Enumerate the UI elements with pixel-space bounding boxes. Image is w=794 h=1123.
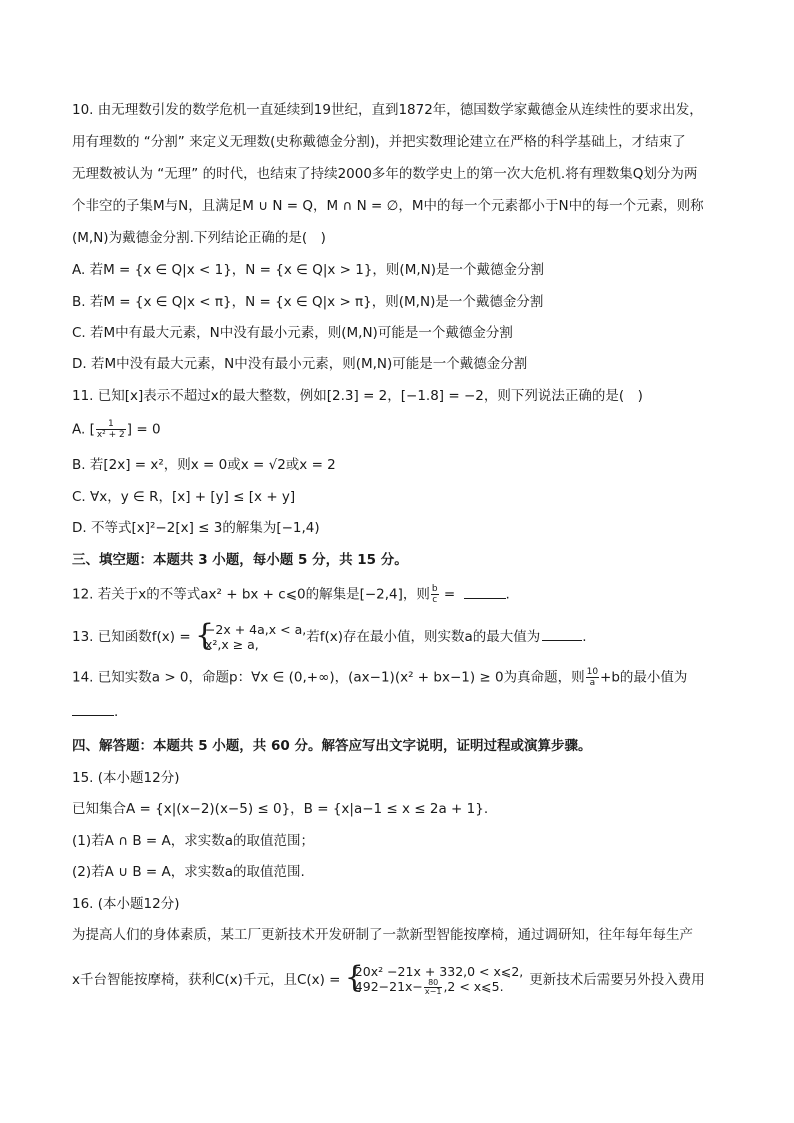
q14-line <box>72 667 687 688</box>
q13-case-2: x²,x ≥ a, <box>204 637 259 652</box>
q12-denominator: c <box>432 595 438 605</box>
q10-line-2: 用有理数的 “分割” 来定义无理数(史称戴德金分割)，并把实数理论建立在严格的科学基础上，才结束了 <box>72 134 686 150</box>
q14-prefix: 14. 已知实数a > 0，命题p：∀x ∈ (0,+∞)，(ax−1)(x² + bx−1) ≥ 0为真命题，则 <box>72 669 585 686</box>
q13-case-1: −2x + 4a,x < a, <box>204 622 307 637</box>
q14-answer-line: . <box>72 702 118 722</box>
q12-suffix: = <box>439 586 460 603</box>
q13-brace: { <box>194 618 215 653</box>
q13-prefix: 13. 已知函数f(x) = <box>72 629 195 645</box>
q16-line-1: 为提高人们的身体素质，某工厂更新技术开发研制了一款新型智能按摩椅，通过调研知，往年每年每生产 <box>72 927 693 943</box>
q11-stem: 11. 已知[x]表示不超过x的最大整数，例如[2.3] = 2，[−1.8] = −2，则下列说法正确的是( ) <box>72 388 643 404</box>
q16-case-2-denominator: x−1 <box>424 987 442 996</box>
q14-denominator: a <box>589 678 596 688</box>
q16-prefix: x千台智能按摩椅，获利C(x)千元，且C(x) = <box>72 972 345 988</box>
section-3-heading: 三、填空题：本题共 3 小题，每小题 5 分，共 15 分。 <box>72 552 408 568</box>
q16-case-2-suffix: ,2 < x⩽5. <box>443 979 504 994</box>
q16-suffix: 更新技术后需要另外投入费用 <box>529 972 705 988</box>
q12-prefix: 12. 若关于x的不等式ax² + bx + c⩽0的解集是[−2,4]，则 <box>72 586 430 603</box>
q16-case-2-fraction <box>424 979 443 996</box>
q12-numerator: b <box>431 584 438 594</box>
q16-title: 16. (本小题12分) <box>72 896 180 912</box>
q16-case-2-numerator: 80 <box>424 979 443 988</box>
section-4-heading: 四、解答题：本题共 5 小题，共 60 分。解答应写出文字说明，证明过程或演算步骤。 <box>72 738 592 754</box>
q11-option-b: B. 若[2x] = x²，则x = 0或x = √2或x = 2 <box>72 457 336 473</box>
q13-answer-blank[interactable] <box>542 640 582 641</box>
q15-part-1: (1)若A ∩ B = A，求实数a的取值范围； <box>72 833 314 849</box>
q16-case-1: 20x² −21x + 332,0 < x⩽2, <box>354 964 524 979</box>
q16-case-2 <box>355 979 524 996</box>
q10-option-b: B. 若M = {x ∈ Q|x < π}，N = {x ∈ Q|x > π}，则(M,N)是一个戴德金分割 <box>72 294 544 310</box>
q11-option-a-numerator: 1 <box>96 419 126 430</box>
q10-line-5: (M,N)为戴德金分割.下列结论正确的是( ) <box>72 230 326 246</box>
q10-line-4: 个非空的子集M与N，且满足M ∪ N = Q，M ∩ N = ∅，M中的每一个元素都小于N中的每一个元素，则称 <box>72 198 704 214</box>
q12-answer-blank[interactable] <box>464 598 506 599</box>
q11-option-a-denominator: x² + 2 <box>96 430 125 440</box>
q14-fraction <box>586 667 599 688</box>
q13-piecewise <box>194 618 307 653</box>
q13-line: 13. 已知函数f(x) = { −2x + 4a,x < a, x²,x ≥ a, 若f(x)存在最小值，则实数a的最大值为 . <box>72 618 587 653</box>
q11-option-c: C. ∀x，y ∈ R，[x] + [y] ≤ [x + y] <box>72 489 296 505</box>
q14-answer-blank[interactable] <box>72 715 114 716</box>
q11-option-a-fraction <box>96 419 126 440</box>
q10-option-d: D. 若M中没有最大元素，N中没有最小元素，则(M,N)可能是一个戴德金分割 <box>72 356 528 372</box>
q10-line-1: 10. 由无理数引发的数学危机一直延续到19世纪，直到1872年，德国数学家戴德金从连续性的要求出发， <box>72 102 703 118</box>
q11-option-d: D. 不等式[x]²−2[x] ≤ 3的解集为[−1,4) <box>72 520 320 536</box>
q16-brace: { <box>344 960 364 995</box>
q16-line-2 <box>72 960 705 996</box>
q15-title: 15. (本小题12分) <box>72 770 180 786</box>
q11-option-a <box>72 419 161 440</box>
q11-option-a-suffix: ] = 0 <box>126 421 161 438</box>
q13-suffix: 若f(x)存在最小值，则实数a的最大值为 <box>306 629 541 645</box>
q12-line: 12. 若关于x的不等式ax² + bx + c⩽0的解集是[−2,4]，则 $\frac{b}{c}$ = . <box>72 584 510 605</box>
q15-stem: 已知集合A = {x|(x−2)(x−5) ≤ 0}，B = {x|a−1 ≤ x ≤ 2a + 1}. <box>72 801 489 817</box>
q14-numerator: 10 <box>586 667 599 677</box>
q14-suffix: +b的最小值为 <box>600 669 688 686</box>
q12-fraction <box>431 584 439 605</box>
q15-part-2: (2)若A ∪ B = A，求实数a的取值范围. <box>72 864 305 880</box>
q16-case-2-prefix: 492−21x− <box>354 979 423 994</box>
q10-option-c: C. 若M中有最大元素，N中没有最小元素，则(M,N)可能是一个戴德金分割 <box>72 325 513 341</box>
q10-line-3: 无理数被认为 “无理” 的时代，也结束了持续2000多年的数学史上的第一次大危机.将有理数集Q划分为两 <box>72 166 698 182</box>
q16-piecewise <box>344 960 524 996</box>
q11-option-a-prefix: A. [ <box>72 421 95 438</box>
q10-option-a: A. 若M = {x ∈ Q|x < 1}，N = {x ∈ Q|x > 1}，则(M,N)是一个戴德金分割 <box>72 262 544 278</box>
